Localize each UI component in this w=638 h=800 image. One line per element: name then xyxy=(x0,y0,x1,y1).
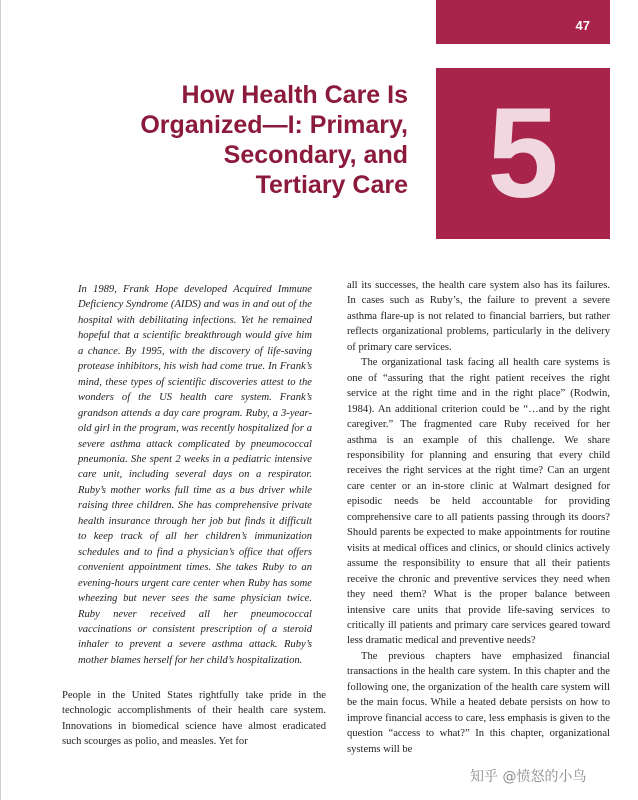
chapter-number-box xyxy=(436,68,610,239)
page-edge xyxy=(0,0,1,800)
page-number-tab xyxy=(436,0,610,44)
right-column-body xyxy=(347,278,610,757)
page-number: 47 xyxy=(575,18,590,33)
chapter-title-line: How Health Care Is xyxy=(181,81,408,109)
left-column-body xyxy=(62,688,326,750)
chapter-title xyxy=(78,80,408,200)
vignette-text: In 1989, Frank Hope developed Acquired Immune Deficiency Syndrome (AIDS) and was in and out of the hospital with debilitating infections. Yet he remained hopeful that a scientific breakthrough would give him a chance. By 1995, with the discovery of life-saving protease inhibitors, his wish had come true. In Frank’s mind, these types of scientific discoveries attest to the wonders of the US health care system. Frank’s grandson attends a day care program. Ruby, a 3-year-old girl in the program, was recently hospitalized for a severe asthma attack complicated by pneumococcal pneumonia. She spent 2 weeks in a pediatric intensive care unit, including several days on a respirator. Ruby’s mother works full time as a bus driver while raising three children. She has comprehensive private health insurance through her job but finds it difficult to keep track of all her children’s immunization schedules and to find a physician’s office that offers convenient appointment times. She takes Ruby to an evening-hours urgent care center when Ruby has some wheezing but never sees the same physician twice. Ruby never received all her pneumococcal vaccinations or consistent prescription of a steroid inhaler to prevent a severe asthma attack. Ruby’s mother blames herself for her child’s hospitalization. xyxy=(78,284,312,666)
chapter-title-line: Tertiary Care xyxy=(255,171,408,199)
watermark: 知乎 @愤怒的小鸟 xyxy=(470,769,587,785)
case-vignette xyxy=(78,282,312,668)
chapter-number: 5 xyxy=(487,82,559,225)
body-paragraph: The organizational task facing all health care systems is one of “assuring that the right patient receives the right service at the right time and in the right place” (Rodwin, 1984). An additional criterion could be “…and by the right caregiver.” The fragmented care Ruby received for her asthma is an example of this challenge. We share responsibility for planning and ensuring that every child receives the right services at the right time? Can an urgent care center or an in-store clinic at Walmart designed for episodic needs be held accountable for providing comprehensive care to all patients passing through its doors? Should parents be expected to make appointments for routine visits at medical offices and clinics, or should clinics actively assume the responsibility to ensure that all their patients receive the chronic and preventive services they need when they need them? What is the proper balance between intensive care units that provide life-saving services to critically ill patients and primary care services geared toward less dramatic medical and preventive needs? xyxy=(347,357,610,647)
body-paragraph: People in the United States rightfully take pride in the technologic accomplishments of their health care system. Innovations in biomedical science have almost eradicated such scourges as polio, and measles. Yet for xyxy=(62,690,326,748)
chapter-title-line: Organized—I: Primary, xyxy=(140,111,408,139)
body-paragraph: all its successes, the health care system also has its failures. In cases such as Ruby’s, the failure to prevent a severe asthma flare-up is not related to financial barriers, but rather reflects organizational problems, particularly in the delivery of primary care services. xyxy=(347,280,610,353)
chapter-title-line: Secondary, and xyxy=(223,141,408,169)
body-paragraph: The previous chapters have emphasized financial transactions in the health care system. In this chapter and the following one, the organization of the health care system will be the main focus. While a heated debate persists on how to improve financial access to care, less emphasis is given to the question “access to what?” In this chapter, organizational systems will be xyxy=(347,650,610,755)
